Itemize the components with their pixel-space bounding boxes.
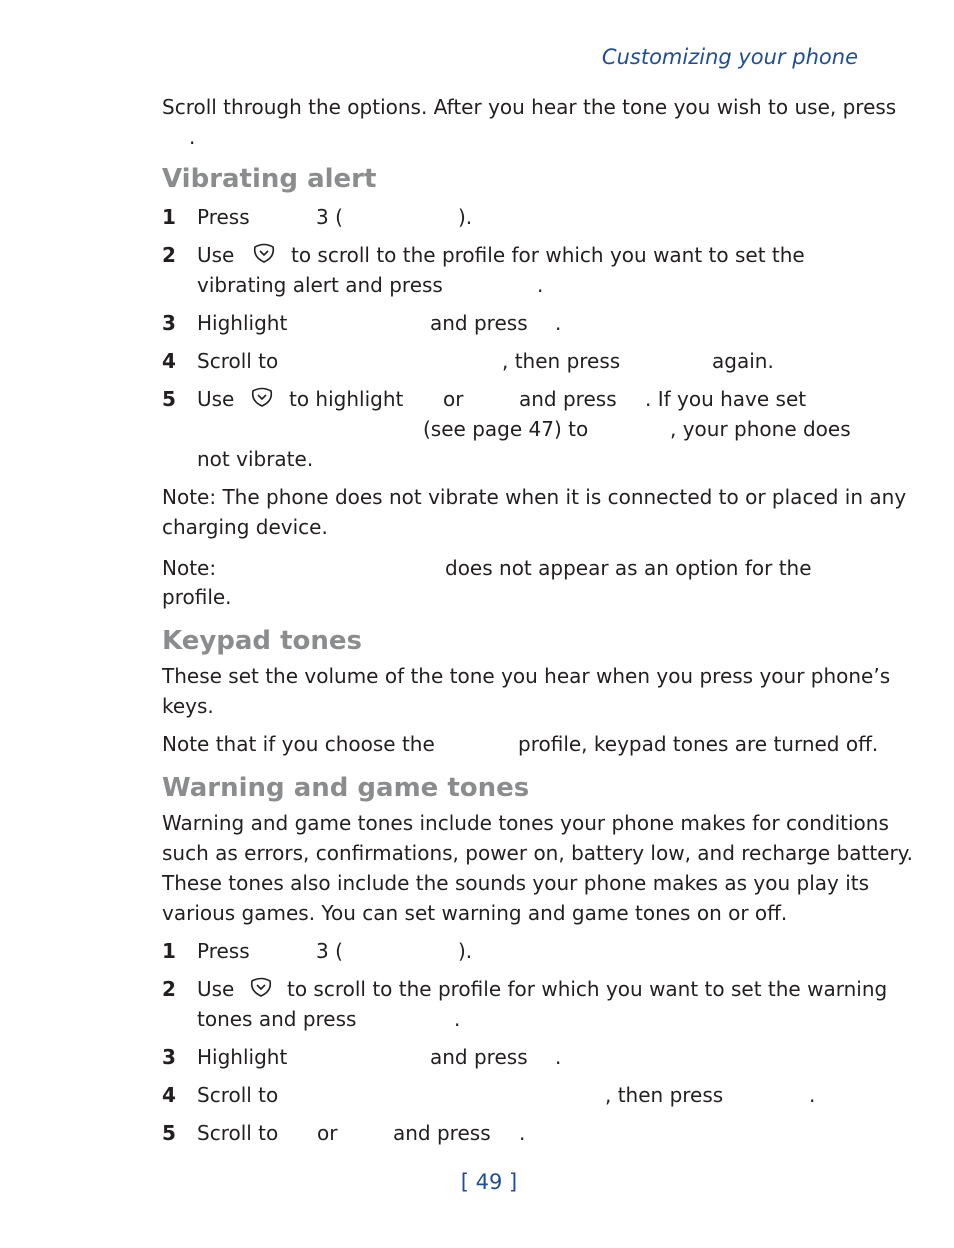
note-text: does not appear as an option for the (445, 556, 812, 580)
step-text: tones and press (197, 1007, 357, 1031)
step-number: 5 (162, 387, 176, 411)
step-text: . (537, 273, 544, 297)
step-text: Press (197, 939, 250, 963)
note-text: charging device. (162, 515, 328, 539)
step-text: or (317, 1121, 338, 1145)
step-text: and press (393, 1121, 491, 1145)
note-text: Note: (162, 556, 217, 580)
step-number: 1 (162, 939, 176, 963)
step-text: to scroll to the profile for which you want to set the warning (287, 977, 888, 1001)
paragraph-text: These tones also include the sounds your phone makes as you play its (162, 871, 870, 895)
paragraph-text: profile, keypad tones are turned off. (518, 732, 879, 756)
heading-warning-game-tones: Warning and game tones (162, 773, 530, 803)
step-text: . (555, 311, 562, 335)
step-text: . (809, 1083, 816, 1107)
step-text: ). (458, 205, 473, 229)
step-text: ). (458, 939, 473, 963)
step-text: to scroll to the profile for which you want to set the (291, 243, 805, 267)
step-text: , then press (605, 1083, 724, 1107)
heading-keypad-tones: Keypad tones (162, 626, 363, 656)
step-number: 2 (162, 243, 176, 267)
chapter-title: Customizing your phone (601, 45, 858, 69)
paragraph-text: Note that if you choose the (162, 732, 435, 756)
step-text: and press (430, 1045, 528, 1069)
step-text: or (443, 387, 464, 411)
step-text: Use (197, 387, 235, 411)
step-text: and press (519, 387, 617, 411)
scroll-key-icon (252, 242, 276, 264)
step-text: (see page 47) to (423, 417, 589, 441)
note-text: profile. (162, 585, 232, 609)
step-number: 5 (162, 1121, 176, 1145)
step-number: 2 (162, 977, 176, 1001)
scroll-key-icon (250, 386, 274, 408)
scroll-key-icon (249, 976, 273, 998)
step-text: Highlight (197, 1045, 288, 1069)
step-text: 3 ( (316, 939, 343, 963)
paragraph-text: such as errors, confirmations, power on, battery low, and recharge battery. (162, 841, 914, 865)
step-text: to highlight (289, 387, 404, 411)
step-text: . (519, 1121, 526, 1145)
paragraph-text: These set the volume of the tone you hear when you press your phone’s (162, 664, 891, 688)
step-text: , then press (502, 349, 621, 373)
step-text: vibrating alert and press (197, 273, 443, 297)
step-text: . (454, 1007, 461, 1031)
step-text: again. (712, 349, 774, 373)
step-text: and press (430, 311, 528, 335)
step-text: Press (197, 205, 250, 229)
step-number: 4 (162, 349, 176, 373)
step-text: , your phone does (670, 417, 851, 441)
intro-line-1: Scroll through the options. After you hear the tone you wish to use, press (162, 95, 897, 119)
step-text: Use (197, 977, 235, 1001)
step-number: 3 (162, 1045, 176, 1069)
step-text: not vibrate. (197, 447, 314, 471)
step-number: 3 (162, 311, 176, 335)
step-text: Highlight (197, 311, 288, 335)
intro-line-2: . (189, 125, 196, 149)
step-text: Scroll to (197, 1121, 279, 1145)
paragraph-text: Warning and game tones include tones your phone makes for conditions (162, 811, 889, 835)
paragraph-text: keys. (162, 694, 214, 718)
step-number: 1 (162, 205, 176, 229)
step-text: . If you have set (645, 387, 807, 411)
page-number: [ 49 ] (460, 1170, 518, 1194)
heading-vibrating-alert: Vibrating alert (162, 164, 377, 194)
step-text: Use (197, 243, 235, 267)
step-text: . (555, 1045, 562, 1069)
step-text: Scroll to (197, 1083, 279, 1107)
note-text: Note: The phone does not vibrate when it is connected to or placed in any (162, 485, 907, 509)
step-text: 3 ( (316, 205, 343, 229)
step-number: 4 (162, 1083, 176, 1107)
step-text: Scroll to (197, 349, 279, 373)
paragraph-text: various games. You can set warning and game tones on or off. (162, 901, 788, 925)
